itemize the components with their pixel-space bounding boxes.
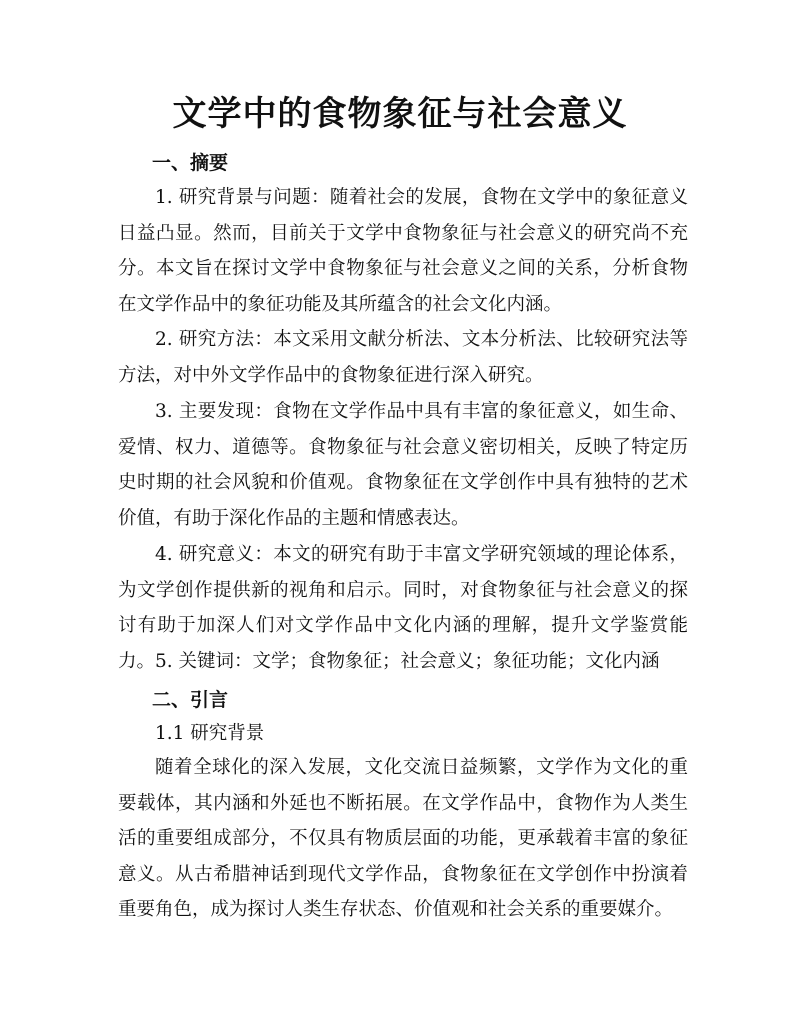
research-background-subheading: 1.1 研究背景: [155, 723, 265, 744]
abstract-paragraph-1: 1. 研究背景与问题：随着社会的发展，食物在文学中的象征意义日益凸显。然而，目前关于文学中食物象征与社会意义的研究尚不充分。本文旨在探讨文学中食物象征与社会意义之间的关系，分析食物在文学作品中的象征功能及其所蕴含的社会文化内涵。: [118, 187, 688, 315]
abstract-paragraph-3: 3. 主要发现：食物在文学作品中具有丰富的象征意义，如生命、爱情、权力、道德等。食物象征与社会意义密切相关，反映了特定历史时期的社会风貌和价值观。食物象征在文学创作中具有独特的艺术价值，有助于深化作品的主题和情感表达。: [118, 401, 688, 529]
document-title: 文学中的食物象征与社会意义: [172, 94, 628, 134]
abstract-paragraph-4: 4. 研究意义：本文的研究有助于丰富文学研究领域的理论体系，为文学创作提供新的视角和启示。同时，对食物象征与社会意义的探讨有助于加深人们对文学作品中文化内涵的理解，提升文学鉴赏能力。: [118, 544, 688, 672]
keywords-paragraph: 5. 关键词：文学；食物象征；社会意义；象征功能；文化内涵: [155, 651, 660, 672]
introduction-paragraph-1: 随着全球化的深入发展，文化交流日益频繁，文学作为文化的重要载体，其内涵和外延也不断拓展。在文学作品中，食物作为人类生活的重要组成部分，不仅具有物质层面的功能，更承载着丰富的象征意义。从古希腊神话到现代文学作品，食物象征在文学创作中扮演着重要角色，成为探讨人类生存状态、价值观和社会关系的重要媒介。: [118, 757, 688, 920]
introduction-heading: 二、引言: [152, 689, 229, 711]
abstract-paragraph-2: 2. 研究方法：本文采用文献分析法、文本分析法、比较研究法等方法，对中外文学作品中的食物象征进行深入研究。: [118, 329, 688, 386]
abstract-heading: 一、摘要: [152, 152, 229, 174]
